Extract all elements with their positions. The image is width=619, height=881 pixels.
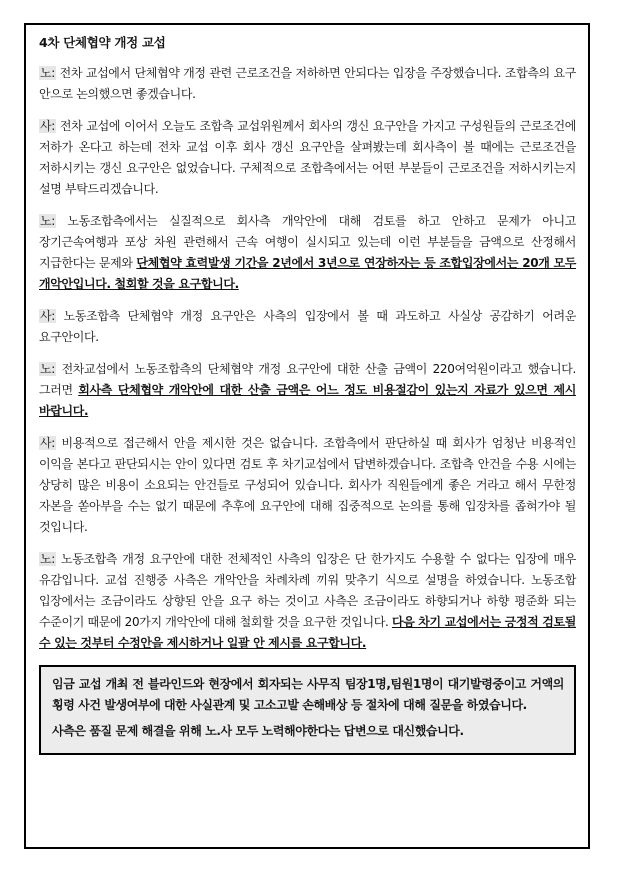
paragraph-6: [39, 433, 576, 538]
paragraph-7: [39, 549, 576, 654]
notice-box: [39, 665, 576, 755]
notice-line-2: 사측은 품질 문제 해결을 위해 노.사 모두 노력해야한다는 답변으로 대신했습니다.: [52, 724, 464, 738]
paragraph-text: 전차 교섭에 이어서 오늘도 조합측 교섭위원께서 회사의 갱신 요구안을 가지고 구성원들의 근로조건에 저하가 온다고 하는데 전차 교섭 이후 회사 갱신 요구안을 살펴봤는데 회사측이 볼 때에는 근로조건을 저하시키는 갱신 요구안은 없었습니다. 구체적으로 조합측에서는 어떤 부분들이 근로조건을 저하시키는지 설명 부탁드리겠습니다.: [39, 119, 576, 196]
paragraph-text: 노동조합측 개정 요구안에 대한 전체적인 사측의 입장은 단 한가지도 수용할 수 없다는 입장에 매우 유감입니다. 교섭 진행중 사측은 개악안을 차례차례 끼워 맞추기 식으로 설명을 하였습니다. 노동조합 입장에서는 조금이라도 상향된 안을 요구 하는 것이고 사측은 조금이라도 하향되거나 하향 평준화 되는 수준이기 때문에 20가지 개악안에 대해 철회할 것을 요구한 것입니다.: [39, 552, 576, 629]
paragraph-1: [39, 63, 576, 105]
emphasis-text: 단체협약 효력발생 기간을 2년에서 3년으로 연장하자는 등 조합입장에서는 20개 모두 개악안입니다. 철회할 것을 요구합니다.: [39, 256, 576, 291]
speaker-label: 노:: [40, 362, 55, 376]
emphasis-text: 회사측 단체협약 개악안에 대한 산출 금액은 어느 정도 비용절감이 있는지 자료가 있으면 제시 바랍니다.: [39, 383, 576, 418]
speaker-label: 사:: [40, 309, 55, 323]
paragraph-4: [39, 306, 576, 348]
speaker-label: 노:: [40, 552, 55, 566]
speaker-label: 노:: [40, 66, 55, 80]
paragraph-text: 비용적으로 접근해서 안을 제시한 것은 없습니다. 조합측에서 판단하실 때 회사가 엄청난 비용적인 이익을 본다고 판단되시는 안이 있다면 검토 후 차기교섭에서 답변하겠습니다. 조합측 안건을 수용 시에는 상당히 많은 비용이 소요되는 안건들로 구성되어 있습니다. 회사가 직원들에게 좋은 거라고 해서 무한정 자본을 쏟아부을 수는 없기 때문에 추후에 요구안에 대해 집중적으로 논의를 통해 입장차를 좁혀가야 될 것입니다.: [39, 436, 576, 534]
paragraph-text: 전차 교섭에서 단체협약 개정 관련 근로조건을 저하하면 안되다는 입장을 주장했습니다. 조합측의 요구 안으로 논의했으면 좋겠습니다.: [39, 66, 576, 101]
paragraph-text: 노동조합측 단체협약 개정 요구안은 사측의 입장에서 볼 때 과도하고 사실상 공감하기 어려운 요구안이다.: [39, 309, 576, 344]
speaker-label: 노:: [40, 214, 55, 228]
paragraph-3: [39, 211, 576, 295]
emphasis-text: 다음 차기 교섭에서는 긍정적 검토될 수 있는 것부터 수정안을 제시하거나 일괄 안 제시를 요구합니다.: [39, 615, 576, 650]
speaker-label: 사:: [40, 436, 55, 450]
speaker-label: 사:: [40, 119, 55, 133]
paragraph-text: 전차교섭에서 노동조합측의 단체협약 개정 요구안에 대한 산출 금액이 220여억원이라고 했습니다. 그러면: [39, 362, 576, 397]
paragraph-5: [39, 359, 576, 422]
document-frame: [24, 23, 590, 849]
notice-line-1: 임금 교섭 개최 전 블라인드와 현장에서 회자되는 사무직 팀장1명,팀원1명이 대기발령중이고 거액의 횡령 사건 발생여부에 대한 사실관계 및 고소고발 손해배상 등 절차에 대해 질문을 하였습니다.: [52, 677, 564, 712]
document-title: 4차 단체협약 개정 교섭: [39, 35, 166, 50]
paragraph-text: 노동조합측에서는 실질적으로 회사측 개악안에 대해 검토를 하고 안하고 문제가 아니고 장기근속여행과 포상 차원 관련해서 근속 여행이 실시되고 있는데 이런 부분들을 금액으로 산정해서 지급한다는 문제와: [39, 214, 576, 270]
paragraph-2: [39, 116, 576, 200]
